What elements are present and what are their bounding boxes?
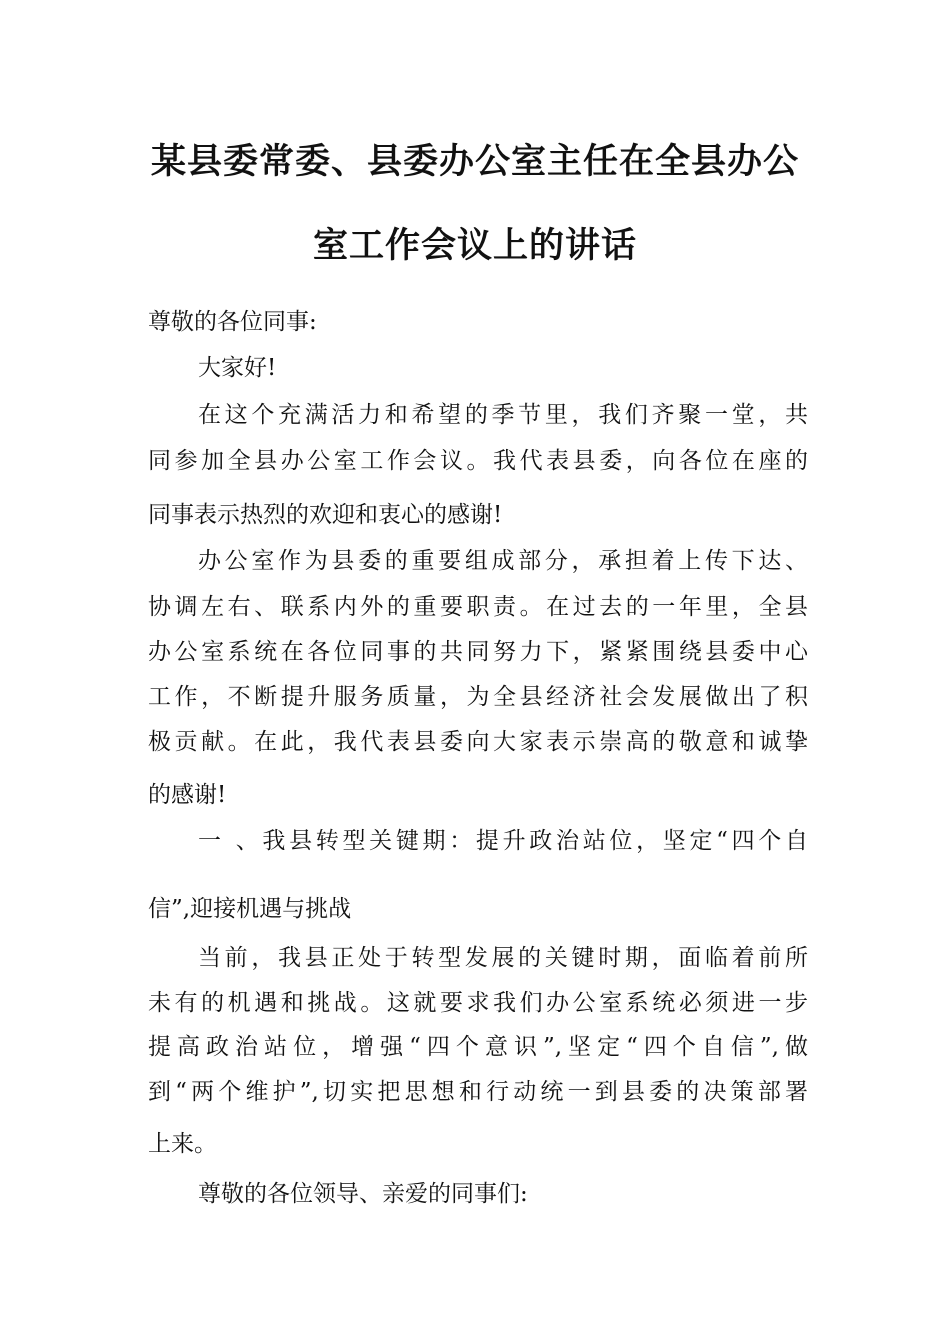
- document-title-line-2: 室工作会议上的讲话: [312, 226, 637, 266]
- section-heading: 信”,迎接机遇与挑战: [148, 896, 352, 922]
- body-line: 的感谢!: [148, 782, 227, 808]
- body-line: 同参加全县办公室工作会议。我代表县委，向各位在座的: [148, 448, 808, 474]
- body-line: 极贡献。在此，我代表县委向大家表示崇高的敬意和诚挚: [148, 729, 808, 755]
- body-line: 当前，我县正处于转型发展的关键时期，面临着前所: [198, 945, 808, 971]
- body-line: 提高政治站位，增强“四个意识”,坚定“四个自信”,做: [148, 1034, 808, 1060]
- salutation: 尊敬的各位同事:: [148, 309, 317, 335]
- body-line: 到“两个维护”,切实把思想和行动统一到县委的决策部署: [148, 1079, 808, 1105]
- body-line: 未有的机遇和挑战。这就要求我们办公室系统必须进一步: [148, 990, 808, 1016]
- body-line: 工作，不断提升服务质量，为全县经济社会发展做出了积: [148, 684, 808, 710]
- document-title-line-1: 某县委常委、县委办公室主任在全县办公: [150, 142, 799, 182]
- greeting: 大家好!: [198, 355, 277, 381]
- body-line: 同事表示热烈的欢迎和衷心的感谢!: [148, 502, 503, 528]
- body-line: 协调左右、联系内外的重要职责。在过去的一年里，全县: [148, 594, 808, 620]
- body-line: 在这个充满活力和希望的季节里，我们齐聚一堂，共: [198, 402, 808, 428]
- section-heading: 一 、我县转型关键期：提升政治站位，坚定“四个自: [198, 828, 808, 854]
- body-line: 上来。: [148, 1131, 217, 1157]
- body-line: 办公室作为县委的重要组成部分，承担着上传下达、: [198, 548, 808, 574]
- salutation: 尊敬的各位领导、亲爱的同事们:: [198, 1181, 528, 1207]
- body-line: 办公室系统在各位同事的共同努力下，紧紧围绕县委中心: [148, 639, 808, 665]
